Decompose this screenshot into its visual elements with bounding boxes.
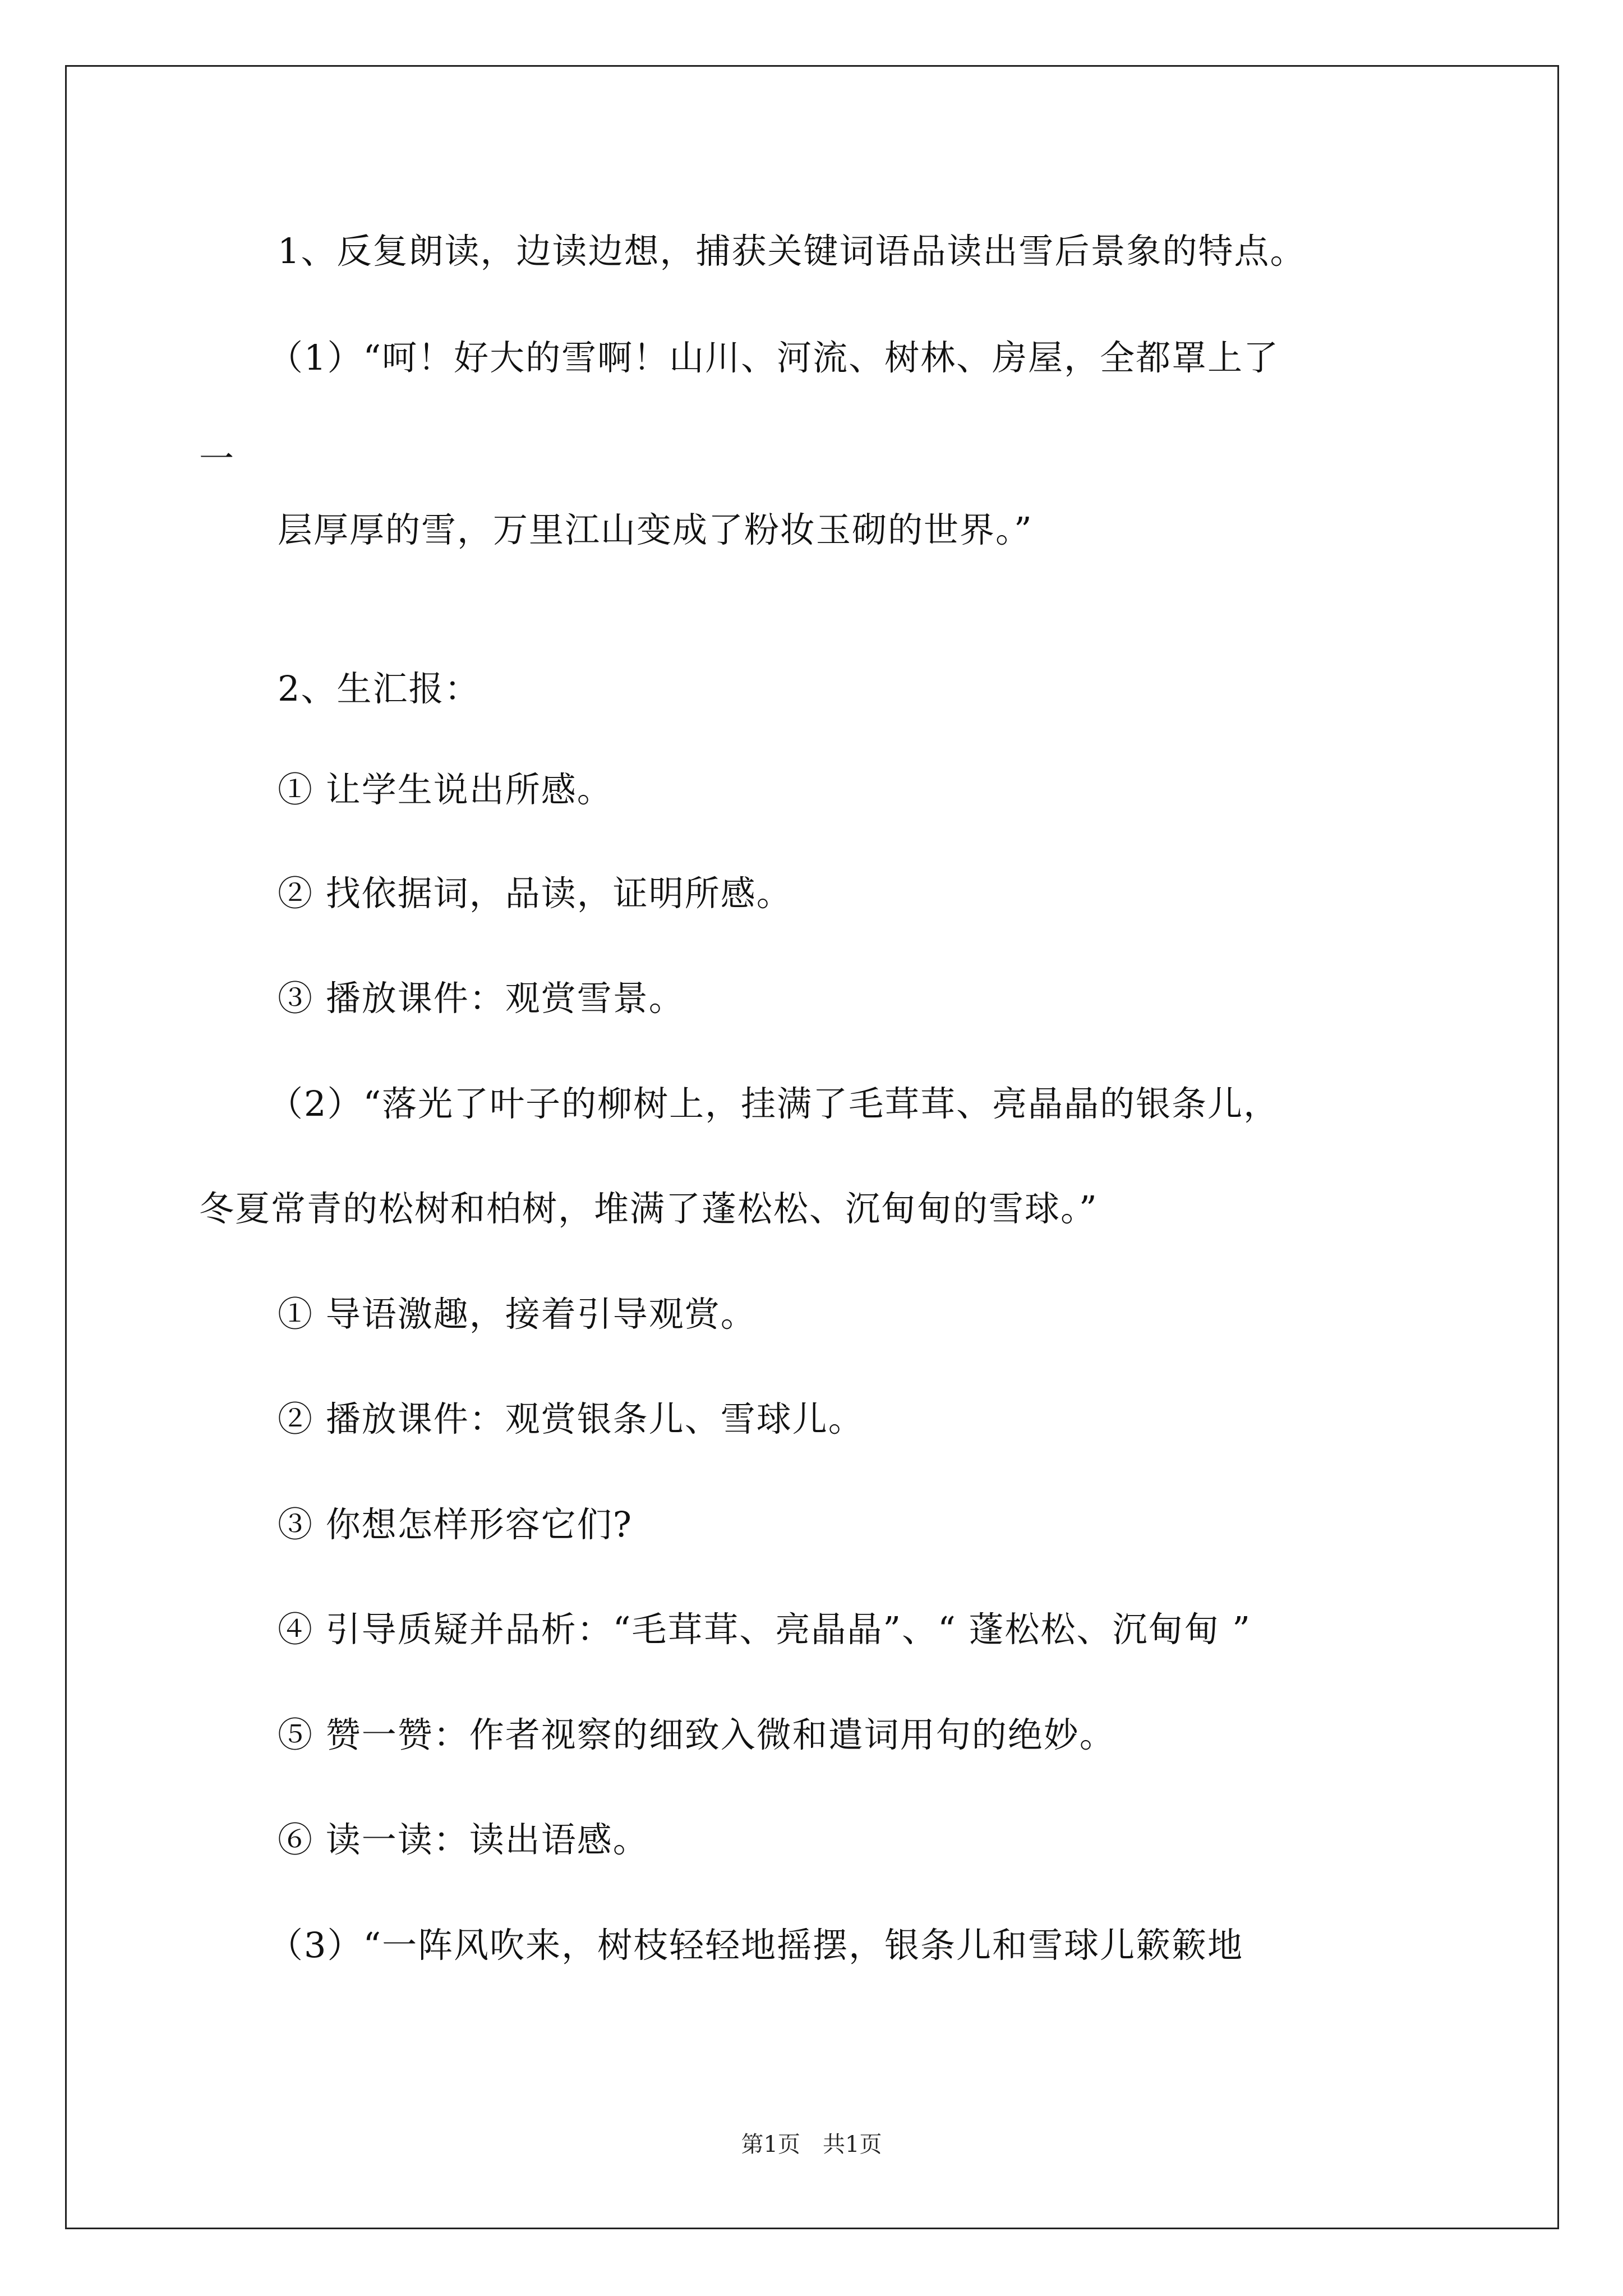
paragraph-line-5: 2、生汇报： — [278, 668, 481, 709]
list-item-3: ③ 播放课件：观赏雪景。 — [278, 978, 685, 1019]
list-item-2: ② 找依据词，品读，证明所感。 — [278, 873, 792, 914]
list-item-1: ① 让学生说出所感。 — [278, 769, 613, 810]
list-item-8: ⑤ 赞一赞：作者视察的细致入微和遣词用句的绝妙。 — [278, 1714, 1115, 1755]
list-item-4: ① 导语激趣，接着引导观赏。 — [278, 1294, 757, 1335]
page-footer: 第1页 共1页 — [741, 2132, 882, 2157]
paragraph-line-9: （2）“落光了叶子的柳树上，挂满了毛茸茸、亮晶晶的银条儿， — [268, 1083, 1280, 1124]
page-border — [65, 65, 1559, 2229]
paragraph-line-10: 冬夏常青的松树和柏树，堆满了蓬松松、沉甸甸的雪球。” — [199, 1188, 1098, 1229]
paragraph-line-4: 层厚厚的雪，万里江山变成了粉妆玉砌的世界。” — [278, 509, 1033, 550]
paragraph-line-3: 一 — [199, 438, 236, 479]
paragraph-line-2: （1）“呵！好大的雪啊！山川、河流、树林、房屋，全都罩上了 — [268, 337, 1280, 378]
list-item-9: ⑥ 读一读：读出语感。 — [278, 1819, 649, 1860]
list-item-5: ② 播放课件：观赏银条儿、雪球儿。 — [278, 1398, 864, 1439]
paragraph-line-17: （3）“一阵风吹来，树枝轻轻地摇摆，银条儿和雪球儿簌簌地 — [268, 1925, 1244, 1966]
paragraph-line-1: 1、反复朗读，边读边想，捕获关键词语品读出雪后景象的特点。 — [278, 231, 1306, 272]
list-item-6: ③ 你想怎样形容它们? — [278, 1504, 633, 1545]
list-item-7: ④ 引导质疑并品析：“毛茸茸、亮晶晶”、“ 蓬松松、沉甸甸 ” — [278, 1609, 1251, 1650]
